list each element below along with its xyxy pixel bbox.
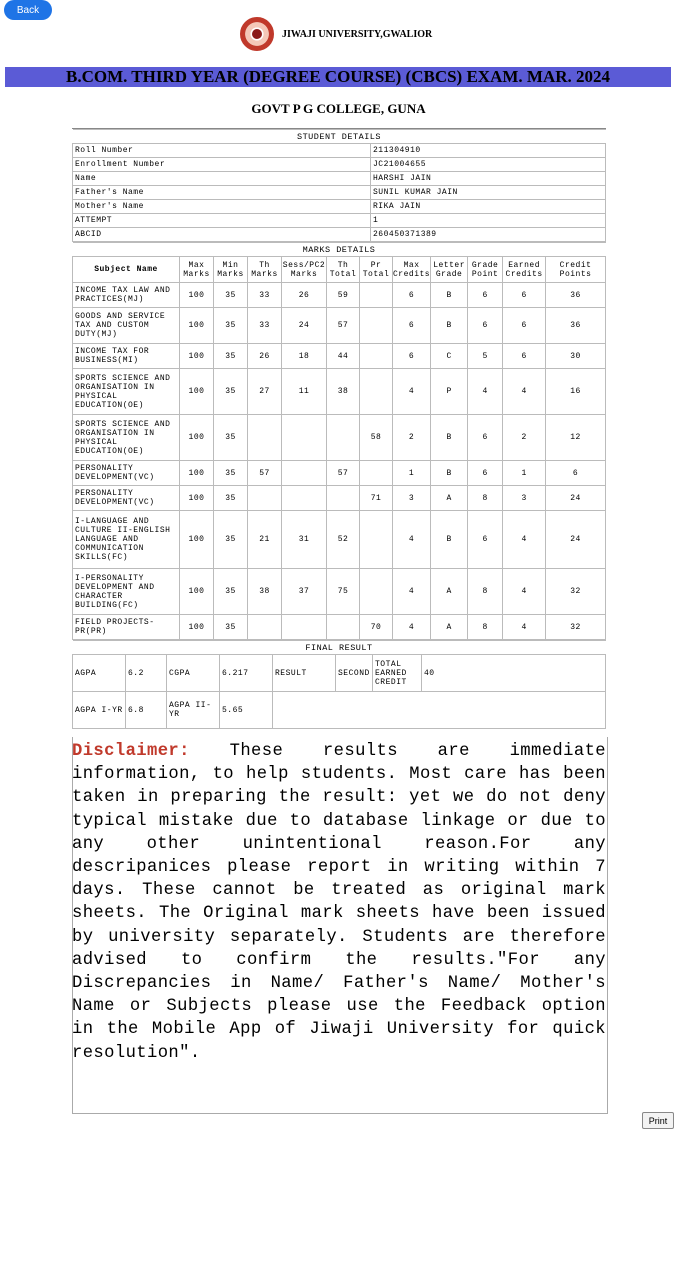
marks-row [73,569,606,615]
marks-cell [360,369,393,415]
marks-cell: B [431,461,468,486]
marks-cell [360,569,393,615]
marks-cell: 52 [327,511,360,569]
marks-cell: 35 [214,511,248,569]
marks-cell: 24 [546,486,606,511]
subject-name: INCOME TAX LAW AND PRACTICES(MJ) [73,283,180,308]
marks-cell [248,415,282,461]
marks-cell: 8 [468,569,503,615]
marks-cell: B [431,511,468,569]
marks-cell: 30 [546,344,606,369]
marks-cell: 33 [248,283,282,308]
marks-cell: 8 [468,615,503,640]
detail-value: SUNIL KUMAR JAIN [371,186,606,200]
marks-cell: 100 [180,369,214,415]
marks-cell: 33 [248,308,282,344]
marks-cell: 100 [180,283,214,308]
detail-label: Name [73,172,371,186]
marks-cell: 4 [503,615,546,640]
marks-cell: A [431,486,468,511]
university-header [0,14,677,54]
subject-name: SPORTS SCIENCE AND ORGANISATION IN PHYSICAL EDUCATION(OE) [73,369,180,415]
marks-cell [360,511,393,569]
marks-cell: 32 [546,615,606,640]
marks-cell: 6 [393,344,431,369]
marks-cell: 26 [248,344,282,369]
result-value: SECOND [336,655,373,692]
disclaimer [72,740,606,1065]
subject-name: I-LANGUAGE AND CULTURE II-ENGLISH LANGUAGE AND COMMUNICATION SKILLS(FC) [73,511,180,569]
detail-value: HARSHI JAIN [371,172,606,186]
detail-value: 260450371389 [371,228,606,242]
marks-cell: 58 [360,415,393,461]
final-result-table [72,640,606,729]
marks-cell: 35 [214,415,248,461]
marks-cell: 36 [546,308,606,344]
student-detail-row [73,228,606,242]
marks-cell: 6 [503,308,546,344]
marks-cell: 4 [393,615,431,640]
result-sheet [72,128,606,729]
marks-row [73,511,606,569]
marks-cell: 3 [393,486,431,511]
marks-details-title: MARKS DETAILS [73,243,606,257]
marks-cell: 6 [546,461,606,486]
marks-cell: 1 [393,461,431,486]
marks-cell: 75 [327,569,360,615]
marks-cell [282,461,327,486]
marks-cell: 21 [248,511,282,569]
marks-row [73,415,606,461]
marks-header-4: Sess/PC2 Marks [282,257,327,283]
marks-cell: 6 [503,283,546,308]
marks-cell: 35 [214,615,248,640]
student-detail-row [73,144,606,158]
marks-row [73,283,606,308]
marks-cell: 38 [248,569,282,615]
marks-cell: 70 [360,615,393,640]
marks-cell: 35 [214,486,248,511]
marks-cell: A [431,569,468,615]
cgpa-value: 6.217 [220,655,273,692]
marks-cell [360,283,393,308]
marks-cell: 35 [214,344,248,369]
marks-cell: 4 [503,511,546,569]
subject-name: SPORTS SCIENCE AND ORGANISATION IN PHYSICAL EDUCATION(OE) [73,415,180,461]
subject-name: PERSONALITY DEVELOPMENT(VC) [73,461,180,486]
marks-cell [282,415,327,461]
marks-cell: P [431,369,468,415]
agpa-2-label: AGPA II-YR [167,692,220,729]
agpa-2-value: 5.65 [220,692,273,729]
marks-cell: 24 [282,308,327,344]
marks-header-11: Credit Points [546,257,606,283]
marks-header-8: Letter Grade [431,257,468,283]
total-earned-credit-label: TOTAL EARNED CREDIT [373,655,422,692]
student-details-table [72,129,606,242]
disclaimer-heading: Disclaimer: [72,742,190,761]
marks-row [73,615,606,640]
marks-header-3: Th Marks [248,257,282,283]
marks-cell: B [431,283,468,308]
marks-row [73,308,606,344]
final-result-title: FINAL RESULT [73,641,606,655]
marks-cell [282,486,327,511]
marks-cell [360,461,393,486]
student-detail-row [73,158,606,172]
marks-cell: 100 [180,486,214,511]
student-details-title: STUDENT DETAILS [73,130,606,144]
marks-table [72,242,606,640]
marks-cell: 32 [546,569,606,615]
marks-cell: 1 [503,461,546,486]
detail-value: 211304910 [371,144,606,158]
agpa-1-label: AGPA I-YR [73,692,126,729]
marks-cell: 27 [248,369,282,415]
marks-cell: 100 [180,308,214,344]
marks-row [73,344,606,369]
marks-row [73,369,606,415]
marks-cell: 100 [180,344,214,369]
marks-cell [282,615,327,640]
marks-cell: 6 [393,308,431,344]
marks-cell: 4 [393,569,431,615]
marks-cell: 12 [546,415,606,461]
subject-name: INCOME TAX FOR BUSINESS(MI) [73,344,180,369]
exam-title: B.COM. THIRD YEAR (DEGREE COURSE) (CBCS) EXAM. MAR. 2024 [5,67,671,87]
result-label: RESULT [273,655,336,692]
detail-label: ATTEMPT [73,214,371,228]
marks-header-6: Pr Total [360,257,393,283]
agpa-label: AGPA [73,655,126,692]
marks-cell: A [431,615,468,640]
marks-cell: 35 [214,308,248,344]
marks-cell: 35 [214,369,248,415]
marks-cell: 6 [393,283,431,308]
marks-cell: 6 [468,283,503,308]
marks-cell [327,615,360,640]
marks-cell: 38 [327,369,360,415]
marks-cell: 3 [503,486,546,511]
marks-cell: 71 [360,486,393,511]
student-detail-row [73,186,606,200]
marks-cell: 4 [503,569,546,615]
marks-cell: 4 [468,369,503,415]
student-detail-row [73,200,606,214]
marks-cell: 100 [180,569,214,615]
detail-value: 1 [371,214,606,228]
marks-cell: 4 [393,369,431,415]
total-earned-credit-value: 40 [422,655,606,692]
detail-value: JC21004655 [371,158,606,172]
marks-cell [327,486,360,511]
marks-cell [360,344,393,369]
agpa-value: 6.2 [126,655,167,692]
marks-header-9: Grade Point [468,257,503,283]
marks-cell: 6 [468,461,503,486]
marks-cell: 57 [248,461,282,486]
marks-cell: 44 [327,344,360,369]
marks-cell: 24 [546,511,606,569]
student-detail-row [73,214,606,228]
marks-cell: 100 [180,615,214,640]
subject-name: I-PERSONALITY DEVELOPMENT AND CHARACTER BUILDING(FC) [73,569,180,615]
marks-cell [327,415,360,461]
marks-header-10: Earned Credits [503,257,546,283]
detail-label: Roll Number [73,144,371,158]
marks-cell: 6 [468,308,503,344]
marks-cell: 16 [546,369,606,415]
marks-row [73,461,606,486]
marks-cell: 26 [282,283,327,308]
agpa-1-value: 6.8 [126,692,167,729]
detail-label: Father's Name [73,186,371,200]
marks-cell: 4 [393,511,431,569]
marks-cell: 31 [282,511,327,569]
marks-cell: 4 [503,369,546,415]
marks-cell: 6 [468,415,503,461]
university-logo [240,17,274,51]
marks-cell [248,615,282,640]
university-name: JIWAJI UNIVERSITY,GWALIOR [282,29,433,40]
marks-cell: 57 [327,461,360,486]
detail-label: ABCID [73,228,371,242]
detail-label: Enrollment Number [73,158,371,172]
college-name: GOVT P G COLLEGE, GUNA [251,101,426,116]
marks-cell: 11 [282,369,327,415]
marks-cell: 100 [180,461,214,486]
marks-cell: 57 [327,308,360,344]
marks-cell: 5 [468,344,503,369]
marks-cell: 35 [214,283,248,308]
subject-name: PERSONALITY DEVELOPMENT(VC) [73,486,180,511]
marks-cell: B [431,308,468,344]
marks-cell: 36 [546,283,606,308]
marks-cell: 100 [180,415,214,461]
marks-cell: 59 [327,283,360,308]
marks-row [73,486,606,511]
back-button[interactable]: Back [4,0,52,20]
marks-header-5: Th Total [327,257,360,283]
marks-cell: B [431,415,468,461]
marks-cell: C [431,344,468,369]
subject-name: GOODS AND SERVICE TAX AND CUSTOM DUTY(MJ) [73,308,180,344]
disclaimer-text: These results are immediate information, to help students. Most care has been taken in preparing the result: yet we do not deny typical mistake due to database linkage or due to any other unintentional reason.For any descripanices please report in writing within 7 days. These cannot be treated as original mark sheets. The Original mark sheets have been issued by university separately. Students are therefore advised to confirm the results."For any Discrepancies in Name/ Father's Name/ Mother's Name or Subjects please use the Feedback option in the Mobile App of Jiwaji University for quick resolution". [72,742,606,1063]
marks-cell: 6 [468,511,503,569]
marks-header-7: Max Credits [393,257,431,283]
marks-cell: 18 [282,344,327,369]
student-detail-row [73,172,606,186]
marks-cell: 2 [393,415,431,461]
marks-header-1: Max Marks [180,257,214,283]
print-button[interactable]: Print [642,1112,674,1129]
marks-cell: 8 [468,486,503,511]
marks-cell: 2 [503,415,546,461]
marks-cell [248,486,282,511]
marks-cell: 35 [214,569,248,615]
marks-cell: 100 [180,511,214,569]
detail-label: Mother's Name [73,200,371,214]
empty-cell [273,692,606,729]
marks-cell: 35 [214,461,248,486]
marks-cell [360,308,393,344]
marks-cell: 6 [503,344,546,369]
marks-header-2: Min Marks [214,257,248,283]
cgpa-label: CGPA [167,655,220,692]
subject-name: FIELD PROJECTS-PR(PR) [73,615,180,640]
marks-cell: 37 [282,569,327,615]
detail-value: RIKA JAIN [371,200,606,214]
marks-header-0: Subject Name [73,257,180,283]
